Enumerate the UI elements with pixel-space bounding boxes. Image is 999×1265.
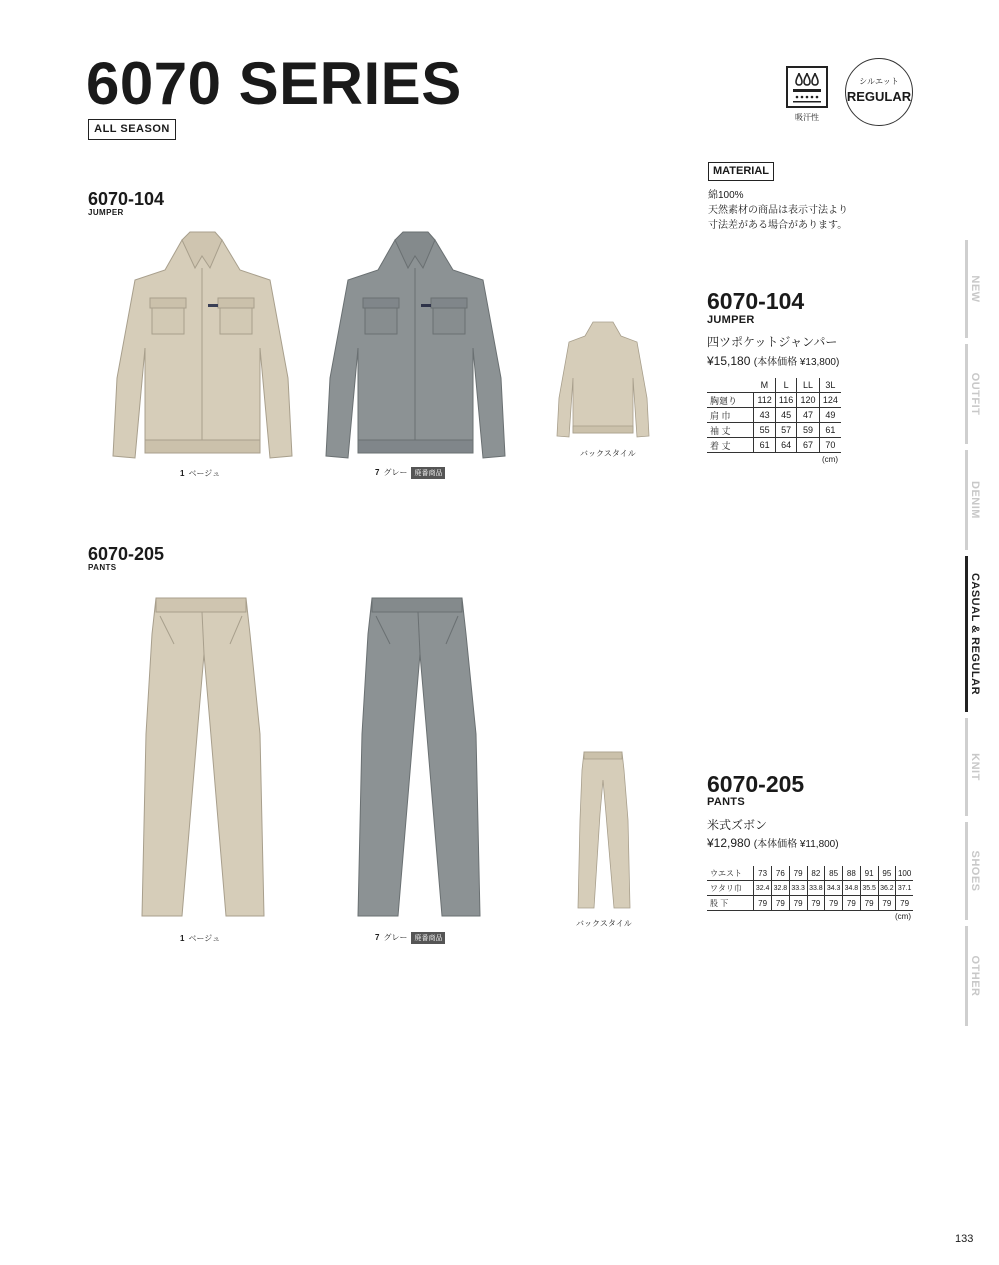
table-cell: 79: [789, 896, 807, 911]
caption-number: 7: [375, 933, 380, 942]
jumper-back-label: バックスタイル: [580, 449, 636, 458]
material-line: 綿100%: [708, 190, 744, 201]
pants-name: 米式ズボン: [707, 818, 768, 832]
table-cell: 35.5: [860, 881, 878, 896]
table-cell: 59: [797, 423, 819, 438]
table-cell: 32.8: [772, 881, 790, 896]
tab-label: NEW: [969, 275, 981, 303]
size-header: LL: [797, 378, 819, 393]
pants-beige-image: [138, 594, 268, 922]
row-label: 袖 丈: [707, 423, 754, 438]
table-row: [707, 408, 841, 423]
jumper-caption-gray: [375, 467, 445, 479]
season-badge: ALL SEASON: [88, 119, 176, 140]
table-row: [707, 423, 841, 438]
pants-code: 6070-205: [88, 544, 165, 564]
pants-back-image: [576, 750, 632, 912]
jumper-caption-beige: [180, 468, 220, 479]
table-header-blank: [707, 378, 754, 393]
discontinued-tag: 廃番商品: [411, 467, 445, 479]
jumper-price: [707, 353, 839, 368]
table-cell: 47: [797, 408, 819, 423]
jumper-name: 四ツポケットジャンパー: [707, 335, 838, 349]
tab-other[interactable]: [965, 926, 990, 1026]
tab-label: DENIM: [969, 481, 981, 519]
caption-color: グレー: [383, 933, 408, 942]
table-cell: 33.3: [789, 881, 807, 896]
price-value: ¥12,980: [707, 836, 751, 850]
table-cell: 112: [754, 393, 775, 408]
table-cell: 34.3: [825, 881, 843, 896]
jumper-size-table: [707, 378, 841, 453]
table-cell: 79: [878, 896, 896, 911]
jumper-back-image: [555, 318, 650, 440]
caption-color: ベージュ: [188, 469, 221, 478]
tab-denim[interactable]: [965, 450, 990, 550]
pants-info-type: PANTS: [707, 796, 745, 808]
table-cell: 64: [775, 438, 796, 453]
jumper-unit: (cm): [822, 455, 838, 464]
table-row: [707, 866, 913, 881]
table-cell: 73: [754, 866, 772, 881]
table-cell: 61: [819, 423, 841, 438]
caption-color: グレー: [383, 468, 408, 477]
tab-label: SHOES: [969, 850, 981, 892]
table-row: [707, 438, 841, 453]
caption-number: 1: [180, 934, 185, 943]
absorb-label: 吸汗性: [795, 113, 819, 122]
caption-color: ベージュ: [188, 934, 221, 943]
material-line: 天然素材の商品は表示寸法より: [708, 205, 848, 216]
row-label: 胸廻り: [707, 393, 754, 408]
material-badge: MATERIAL: [708, 162, 774, 181]
price-value: ¥15,180: [707, 354, 751, 368]
pants-unit: (cm): [895, 912, 911, 921]
pants-price: [707, 835, 839, 850]
jumper-info-type: JUMPER: [707, 314, 755, 326]
pants-type: PANTS: [88, 563, 117, 572]
table-cell: 55: [754, 423, 775, 438]
caption-number: 7: [375, 468, 380, 477]
row-label: ワタリ巾: [707, 881, 754, 896]
tab-casual-regular[interactable]: [965, 556, 990, 712]
jumper-info-code: 6070-104: [707, 288, 805, 314]
table-cell: 85: [825, 866, 843, 881]
tab-outfit[interactable]: [965, 344, 990, 444]
table-cell: 70: [819, 438, 841, 453]
table-cell: 34.8: [843, 881, 861, 896]
table-cell: 33.8: [807, 881, 825, 896]
table-cell: 100: [896, 866, 913, 881]
pants-info-code: 6070-205: [707, 771, 805, 797]
tab-label: CASUAL & REGULAR: [969, 572, 981, 696]
table-cell: 43: [754, 408, 775, 423]
row-label: ウエスト: [707, 866, 754, 881]
table-cell: 79: [896, 896, 913, 911]
jumper-gray-image: [323, 228, 508, 460]
caption-number: 1: [180, 469, 185, 478]
page-number: 133: [955, 1233, 974, 1245]
table-cell: 79: [789, 866, 807, 881]
silhouette-badge: [845, 58, 913, 126]
material-line: 寸法差がある場合があります。: [708, 220, 848, 231]
table-cell: 32.4: [754, 881, 772, 896]
table-row: [707, 881, 913, 896]
table-cell: 79: [807, 896, 825, 911]
table-cell: 120: [797, 393, 819, 408]
table-cell: 57: [775, 423, 796, 438]
series-title: 6070 SERIES: [86, 50, 462, 117]
table-cell: 116: [775, 393, 796, 408]
table-cell: 88: [843, 866, 861, 881]
pants-size-table: [707, 866, 913, 911]
size-header: 3L: [819, 378, 841, 393]
price-note: (本体価格 ¥11,800): [753, 839, 839, 850]
table-cell: 67: [797, 438, 819, 453]
material-text: [708, 188, 848, 233]
pants-gray-image: [354, 594, 484, 922]
jumper-code: 6070-104: [88, 189, 165, 209]
tab-knit[interactable]: [965, 718, 990, 816]
row-label: 着 丈: [707, 438, 754, 453]
size-header: M: [754, 378, 775, 393]
table-cell: 37.1: [896, 881, 913, 896]
silhouette-label: シルエット: [859, 77, 899, 86]
table-row: [707, 378, 841, 393]
pants-caption-beige: [180, 933, 220, 944]
water-absorbent-icon: [786, 66, 828, 108]
tab-label: OTHER: [969, 955, 981, 997]
discontinued-tag: 廃番商品: [411, 932, 445, 944]
tab-label: KNIT: [969, 753, 981, 781]
table-cell: 76: [772, 866, 790, 881]
jumper-beige-image: [110, 228, 295, 460]
table-cell: 79: [843, 896, 861, 911]
table-cell: 91: [860, 866, 878, 881]
table-row: [707, 896, 913, 911]
table-cell: 95: [878, 866, 896, 881]
table-cell: 79: [860, 896, 878, 911]
jumper-type: JUMPER: [88, 208, 124, 217]
price-note: (本体価格 ¥13,800): [753, 357, 840, 368]
pants-back-label: バックスタイル: [576, 919, 632, 928]
silhouette-value: REGULAR: [846, 89, 912, 104]
table-cell: 36.2: [878, 881, 896, 896]
table-cell: 49: [819, 408, 841, 423]
tab-new[interactable]: [965, 240, 990, 338]
row-label: 肩 巾: [707, 408, 754, 423]
tab-label: OUTFIT: [969, 372, 981, 416]
table-cell: 79: [772, 896, 790, 911]
table-row: [707, 393, 841, 408]
pants-caption-gray: [375, 932, 445, 944]
row-label: 股 下: [707, 896, 754, 911]
table-cell: 45: [775, 408, 796, 423]
table-cell: 79: [825, 896, 843, 911]
table-cell: 79: [754, 896, 772, 911]
table-cell: 82: [807, 866, 825, 881]
size-header: L: [775, 378, 796, 393]
table-cell: 61: [754, 438, 775, 453]
table-cell: 124: [819, 393, 841, 408]
tab-shoes[interactable]: [965, 822, 990, 920]
